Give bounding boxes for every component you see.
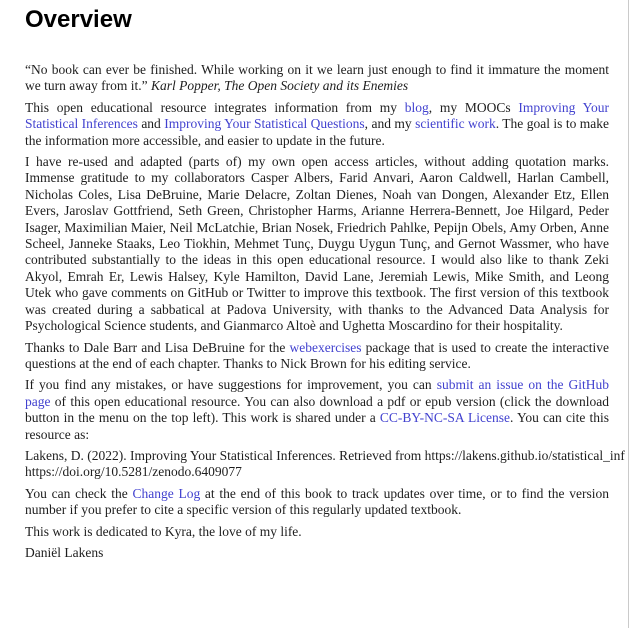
blog-link[interactable]: blog [404, 99, 429, 115]
citation-line-1: Lakens, D. (2022). Improving Your Statistical Inferences. Retrieved from https://lakens.github.io/statistical_inf [25, 447, 625, 463]
page-title: Overview [25, 6, 132, 33]
author-signature: Daniël Lakens [25, 544, 104, 560]
intro-text-4: , and my [364, 116, 416, 132]
thanks-paragraph [25, 340, 609, 373]
feedback-text-2: of this open educational resource. You can also download a pdf or epub version (click the download button in the menu on the top left). This work is shared under a [25, 393, 609, 426]
page-content [25, 6, 625, 561]
page-edge-line [628, 0, 629, 628]
quote-attribution: Karl Popper, The Open Society and its Enemies [150, 78, 409, 94]
thanks-text-2: package that is used to create the interactive questions at the end of each chapter. Thanks to Nick Brown for his editing service. [25, 339, 609, 371]
intro-text-1: This open educational resource integrates information from my [25, 99, 405, 115]
acknowledgements-paragraph: I have re-used and adapted (parts of) my own open access articles, without adding quotation marks. Immense gratitude to my collaborators Casper Albers, Farid Anvari, Aaron Caldwell, Harlan Cambell, Nicholas Coles, Lisa DeBruine, Marie Delacre, Zoltan Dienes, Noah van Dongen, Alexander Etz, Ellen Evers, Jaroslav Gottfriend, Seth Green, Christopher Harms, Arianne Herrera-Bennett, Joe Hilgard, Peder Isager, Maximilian Maier, Neil McLatchie, Brian Nosek, Friedrich Pahlke, Pepijn Obels, Amy Orben, Anne Scheel, Janneke Staaks, Leo Tiokhin, Mehmet Tunç, Duygu Uygun Tunç, and Gernot Wassmer, who have contributed substantially to the ideas in this open educational resource. I would also like to thank Zeki Akyol, Emrah Er, Lewis Halsey, Kyle Hamilton, David Lane, Jeremiah Lewis, Mike Smith, and Leong Utek who gave comments on GitHub or Twitter to improve this textbook. The first version of this textbook was created during a sabbatical at Padova University, with thanks to the Advanced Data Analysis for Psychological Science students, and Gianmarco Altoè and Ughetta Moscardino for their hospitality. [25, 154, 609, 334]
changelog-text-1: You can check the [25, 485, 133, 501]
intro-text-2: , my MOOCs [428, 99, 519, 115]
feedback-text-3: . You can cite this resource as: [25, 410, 609, 442]
webexercises-link[interactable]: webexercises [289, 339, 362, 355]
intro-text-3: and [137, 116, 165, 132]
changelog-paragraph [25, 486, 609, 519]
intro-text-5: . The goal is to make the information more accessible, and easier to update in the future. [25, 116, 609, 148]
changelog-text-2: at the end of this book to track updates over time, or to find the version number if you prefer to cite a specific version of this regularly updated textbook. [25, 485, 609, 518]
citation-block [25, 447, 625, 481]
statistical-questions-mooc-link[interactable]: Improving Your Statistical Questions [164, 116, 365, 132]
github-issue-link[interactable]: submit an issue on the GitHub page [25, 377, 609, 409]
quote-paragraph [25, 62, 609, 95]
feedback-paragraph [25, 377, 609, 443]
statistical-inferences-mooc-link[interactable]: Improving Your Statistical Inferences [25, 99, 609, 132]
dedication-paragraph: This work is dedicated to Kyra, the love of my life. [25, 523, 302, 539]
change-log-link[interactable]: Change Log [132, 485, 201, 501]
citation-line-2: https://doi.org/10.5281/zenodo.6409077 [25, 464, 242, 480]
cc-license-link[interactable]: CC-BY-NC-SA License [379, 410, 510, 426]
quote-text: “No book can ever be finished. While working on it we learn just enough to find it immature the moment we turn away from it.” [25, 62, 609, 94]
thanks-text-1: Thanks to Dale Barr and Lisa DeBruine for the [25, 339, 290, 355]
intro-paragraph [25, 100, 609, 149]
scientific-work-link[interactable]: scientific work [415, 116, 496, 132]
feedback-text-1: If you find any mistakes, or have suggestions for improvement, you can [25, 377, 437, 393]
